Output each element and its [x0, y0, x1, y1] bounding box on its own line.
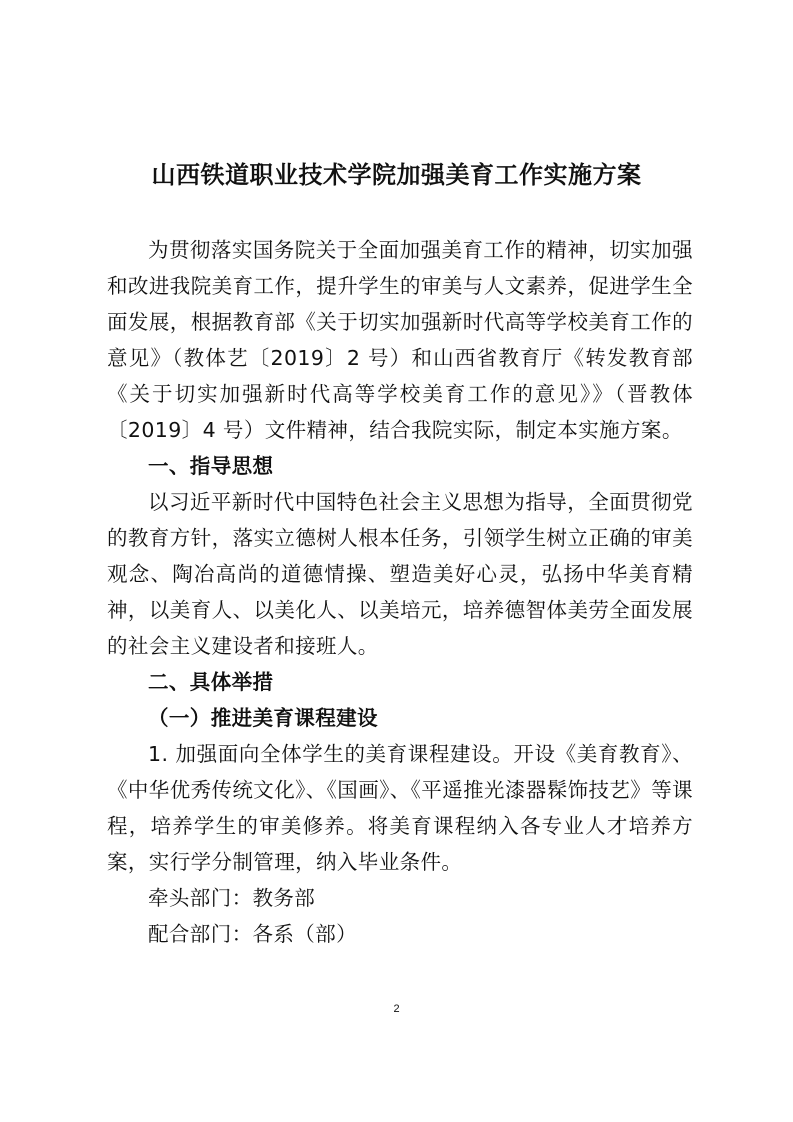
- document-body: [107, 232, 693, 952]
- intro-paragraph: 为贯彻落实国务院关于全面加强美育工作的精神，切实加强和改进我院美育工作，提升学生的审美与人文素养，促进学生全面发展，根据教育部《关于切实加强新时代高等学校美育工作的意见》（教体艺〔2019〕2 号）和山西省教育厅《转发教育部《关于切实加强新时代高等学校美育工作的意见》》（晋教体〔2019〕4 号）文件精神，结合我院实际，制定本实施方案。: [107, 238, 693, 442]
- cooperating-department: 配合部门：各系（部）: [148, 922, 357, 946]
- guiding-ideology-paragraph: 以习近平新时代中国特色社会主义思想为指导，全面贯彻党的教育方针，落实立德树人根本任务，引领学生树立正确的审美观念、陶冶高尚的道德情操、塑造美好心灵，弘扬中华美育精神，以美育人、以美化人、以美培元，培养德智体美劳全面发展的社会主义建设者和接班人。: [107, 490, 693, 658]
- section-heading-specific-measures: 二、具体举措: [148, 670, 274, 694]
- lead-department: 牵头部门：教务部: [148, 886, 316, 910]
- subsection-heading-curriculum: （一）推进美育课程建设: [148, 706, 378, 730]
- section-heading-guiding-ideology: 一、指导思想: [148, 454, 274, 478]
- curriculum-item-paragraph: 1. 加强面向全体学生的美育课程建设。开设《美育教育》、《中华优秀传统文化》、《国画》、《平遥推光漆器髹饰技艺》等课程，培养学生的审美修养。将美育课程纳入各专业人才培养方案，实行学分制管理，纳入毕业条件。: [107, 742, 693, 874]
- page-number: 2: [393, 1003, 400, 1015]
- document-title: 山西铁道职业技术学院加强美育工作实施方案: [151, 160, 642, 189]
